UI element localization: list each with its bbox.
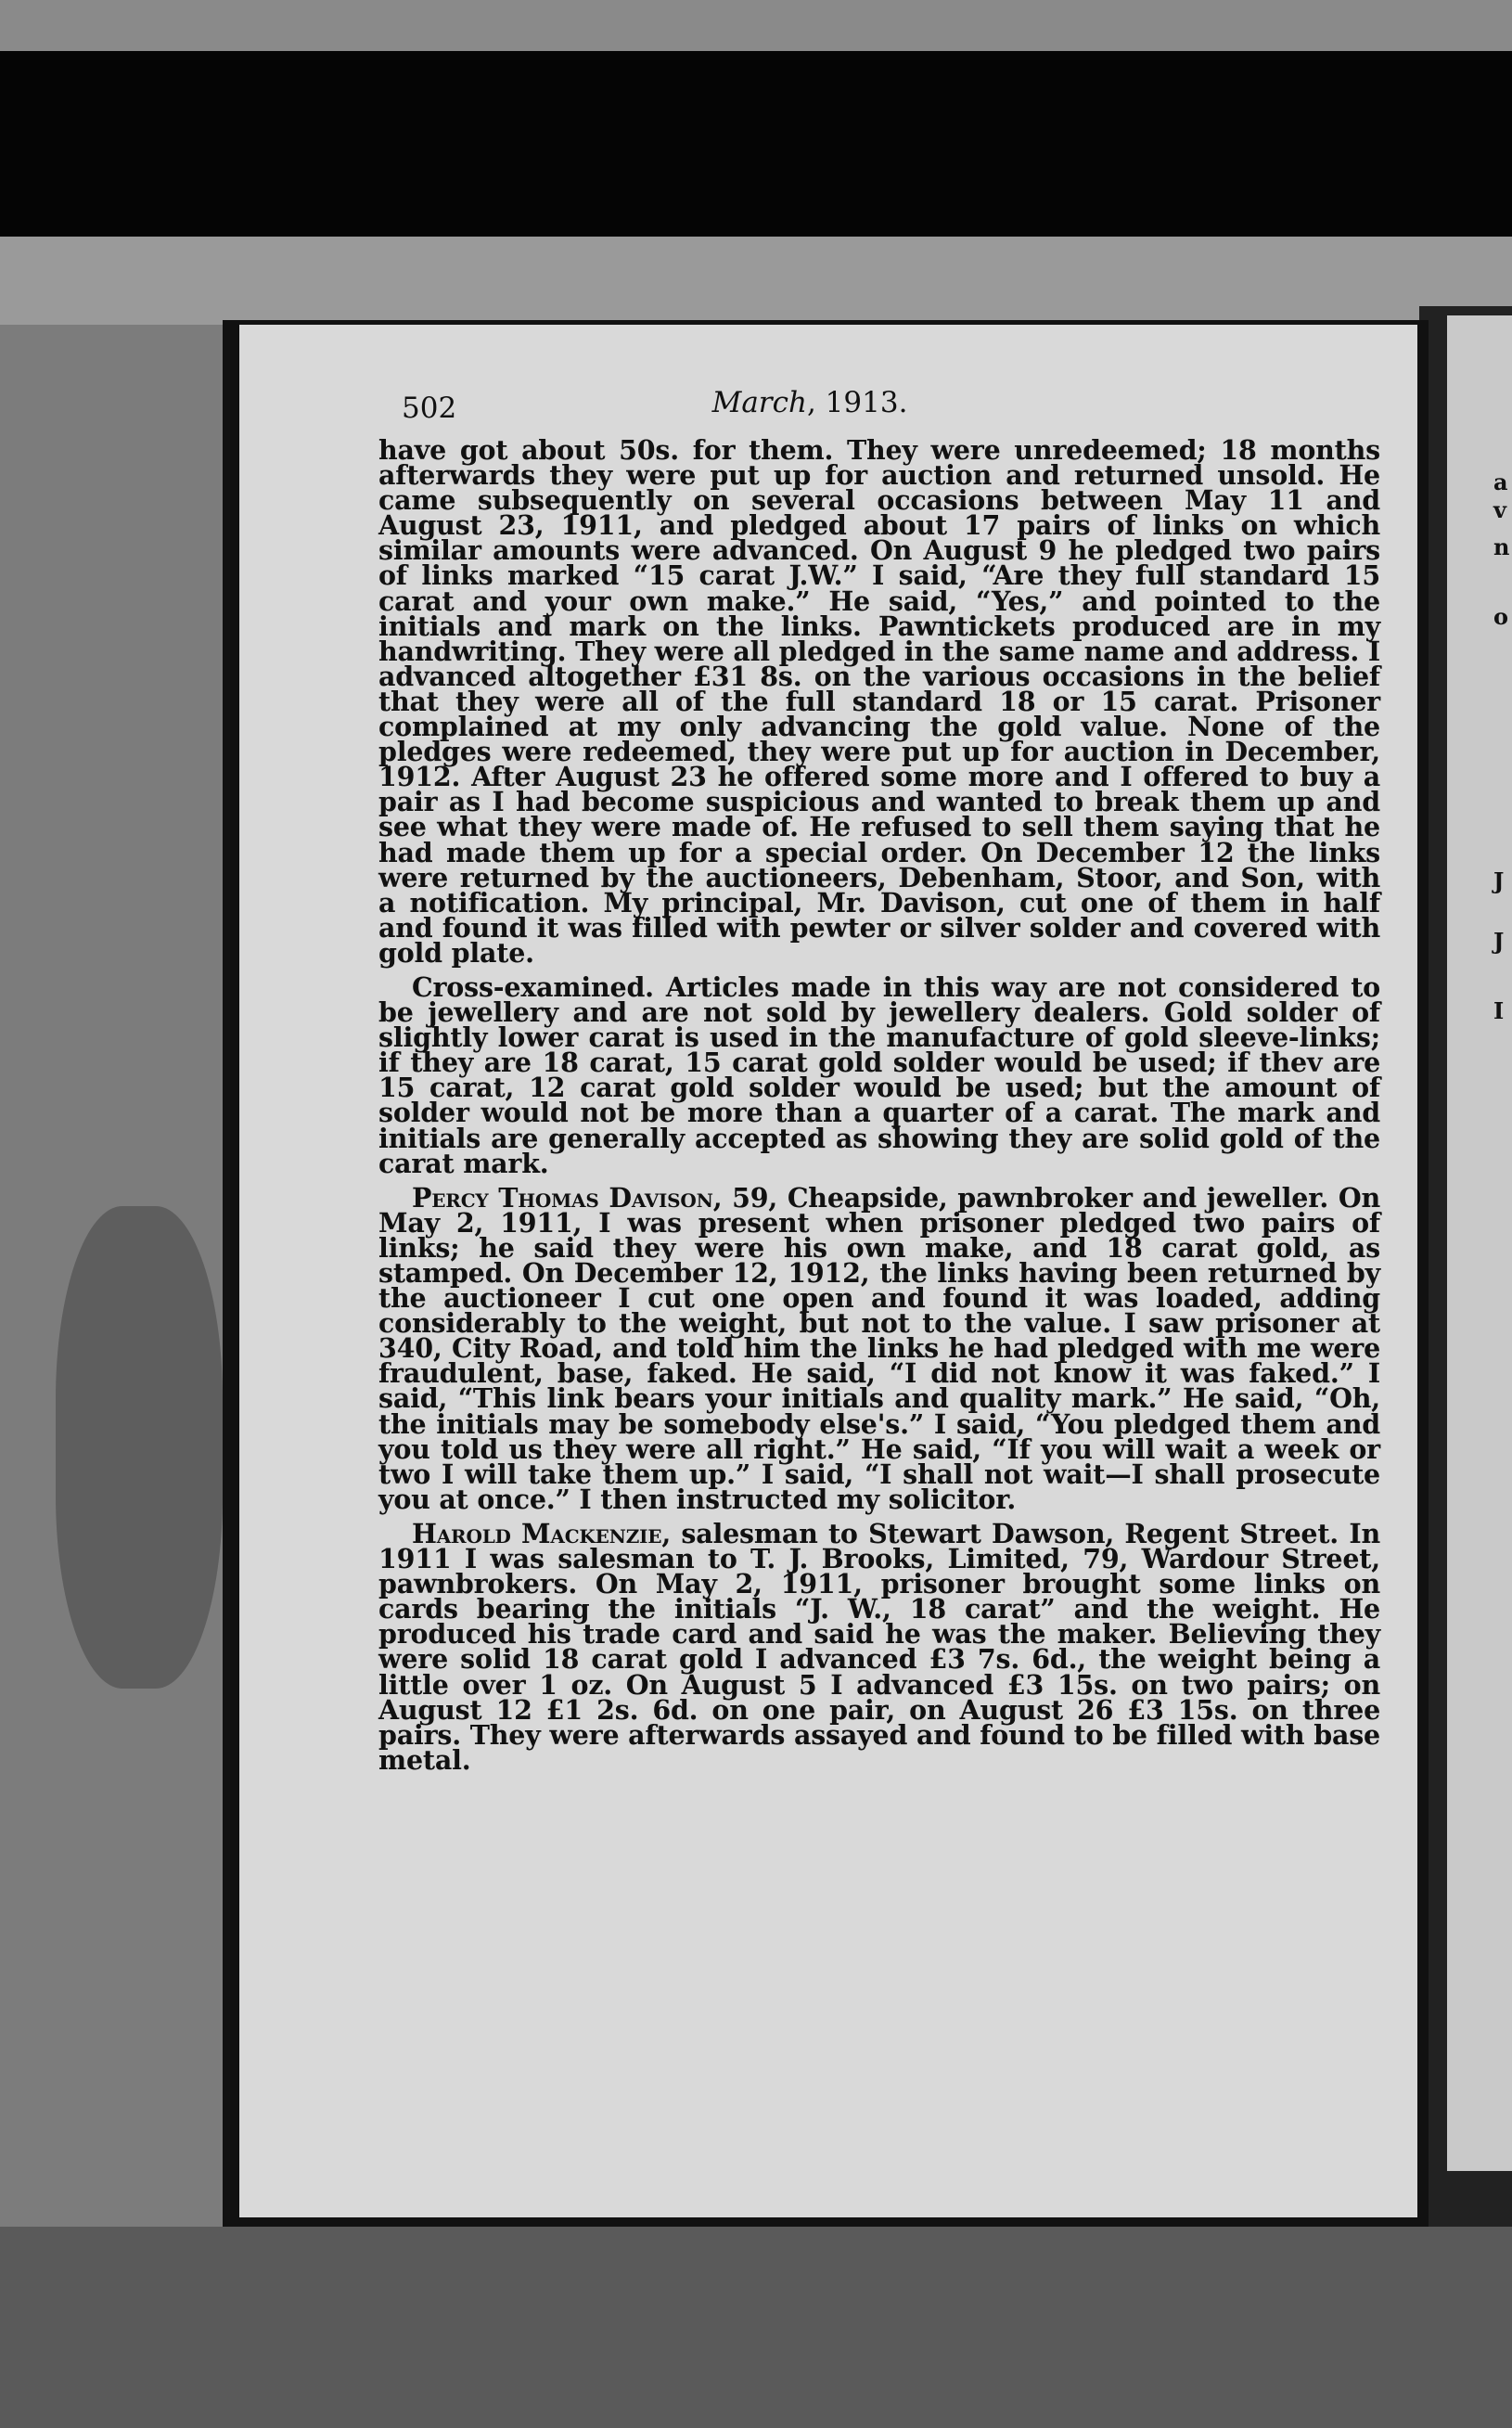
adjacent-page-fragment: J bbox=[1493, 928, 1505, 955]
paragraph-mackenzie-testimony bbox=[378, 1517, 1380, 1776]
scan-top-margin bbox=[0, 0, 1512, 56]
running-head-separator: , bbox=[806, 386, 816, 419]
adjacent-page-edge bbox=[1447, 315, 1512, 2171]
adjacent-page-fragment: n bbox=[1493, 533, 1510, 560]
paragraph-davison-testimony bbox=[378, 1181, 1380, 1515]
running-head-month: March bbox=[711, 386, 807, 419]
adjacent-page-fragment: a bbox=[1493, 469, 1508, 495]
running-head bbox=[402, 386, 1218, 419]
body-text bbox=[378, 434, 1380, 1782]
page-number: 502 bbox=[402, 392, 457, 425]
witness-name: Harold Mackenzie bbox=[412, 1517, 662, 1549]
testimony-text: , 59, Cheapside, pawnbroker and jeweller. On May 2, 1911, I was present when prisoner pledged two pairs of links; he said they were his own make, and 18 carat gold, as stamped. On December 12, 1912, the links having been returned by the auctioneer I cut one open and found it was loaded, adding considerably to the weight, but not to the value. I saw prisoner at 340, City Road, and told him the links he had pledged with me were fraudulent, base, faked. He said, “I did not know it was faked.” I said, “This link bears your initials and quality mark.” He said, “Oh, the initials may be somebody else's.” I said, “You pledged them and you told us they were all right.” He said, “If you will wait a week or two I will take them up.” I said, “I shall not wait—I shall prosecute you at once.” I then instructed my solicitor. bbox=[378, 1181, 1380, 1515]
adjacent-page-fragment: v bbox=[1493, 496, 1506, 523]
paragraph-testimony-continued: have got about 50s. for them. They were unredeemed; 18 months afterwards they were put up for auction and returned unsold. He came subsequently on several occasions between May 11 and August 23, 1911, and pledged about 17 pairs of links on which similar amounts were advanced. On August 9 he pledged two pairs of links marked “15 carat J.W.” I said, “Are they full standard 15 carat and your own make.” He said, “Yes,” and pointed to the initials and mark on the links. Pawntickets produced are in my handwriting. They were all pledged in the same name and address. I advanced altogether £31 8s. on the various occasions in the belief that they were all of the full standard 18 or 15 carat. Prisoner complained at my only advancing the gold value. None of the pledges were redeemed, they were put up for auction in December, 1912. After August 23 he offered some more and I offered to buy a pair as I had become suspicious and wanted to break them up and see what they were made of. He refused to sell them saying that he had made them up for a special order. On December 12 the links were returned by the auctioneers, Debenham, Stoor, and Son, with a notification. My principal, Mr. Davison, cut one of them in half and found it was filled with pewter or silver solder and covered with gold plate. bbox=[378, 434, 1380, 969]
adjacent-page-fragment: o bbox=[1493, 603, 1509, 630]
scan-grey-strip bbox=[0, 237, 1512, 325]
adjacent-page-fragment: J bbox=[1493, 867, 1505, 894]
running-head-year: 1913. bbox=[825, 386, 908, 419]
adjacent-page-fragment: I bbox=[1493, 997, 1505, 1024]
scan-bottom-margin bbox=[0, 2227, 1512, 2428]
testimony-text: , salesman to Stewart Dawson, Regent Street. In 1911 I was salesman to T. J. Brooks, Limited, 79, Wardour Street, pawnbrokers. On May 2, 1911, prisoner brought some links on cards bearing the initials “J. W., 18 carat” and the weight. He produced his trade card and said he was the maker. Believing they were solid 18 carat gold I advanced £3 7s. 6d., the weight being a little over 1 oz. On August 5 I advanced £3 15s. on two pairs; on August 12 £1 2s. 6d. on one pair, on August 26 £3 15s. on three pairs. They were afterwards assayed and found to be filled with base metal. bbox=[378, 1517, 1380, 1776]
scan-shadow bbox=[56, 1206, 223, 1689]
paragraph-cross-examined: Cross-examined. Articles made in this way are not considered to be jewellery and are not sold by jewellery dealers. Gold solder of slightly lower carat is used in the manufacture of gold sleeve-links; if they are 18 carat, 15 carat gold solder would be used; if thev are 15 carat, 12 carat gold solder would be used; but the amount of solder would not be more than a quarter of a carat. The mark and initials are generally accepted as showing they are solid gold of the carat mark. bbox=[378, 970, 1380, 1179]
book-page bbox=[239, 325, 1417, 2217]
scan-black-bar bbox=[0, 51, 1512, 237]
witness-name: Percy Thomas Davison bbox=[412, 1181, 713, 1214]
